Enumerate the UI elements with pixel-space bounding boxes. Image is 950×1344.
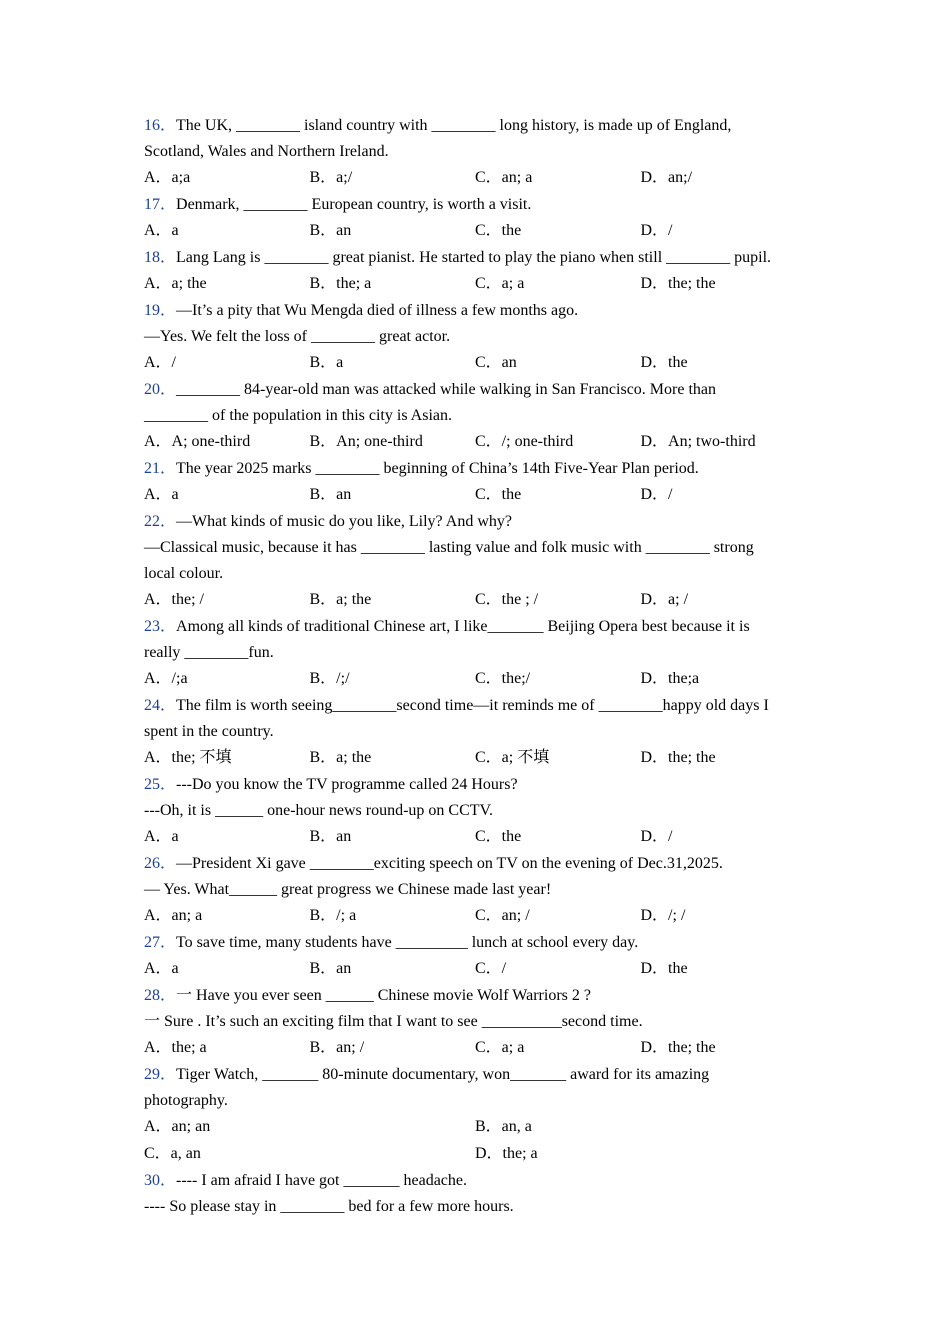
question-text: —Yes. We felt the loss of ________ great actor. [144, 328, 451, 345]
answer-option: D．the [640, 960, 688, 977]
question-text: really ________fun. [144, 644, 274, 661]
options-row [144, 271, 804, 297]
worksheet [144, 113, 804, 1220]
question-line [144, 192, 804, 218]
question-number: 18． [144, 249, 177, 266]
options-row [144, 482, 804, 508]
answer-option: C．a; 不填 [475, 749, 550, 766]
answer-option: B．an [309, 828, 352, 845]
question-line [144, 509, 804, 535]
answer-option: D．/ [640, 222, 673, 239]
question-number: 25． [144, 776, 177, 793]
question-line [144, 640, 804, 666]
answer-option: B．an, a [475, 1118, 532, 1135]
options-row [144, 350, 804, 376]
question-number: 16． [144, 117, 177, 134]
question-text: 一 Sure . It’s such an exciting film that I want to see __________second time. [144, 1013, 643, 1030]
answer-option: B．an [309, 960, 352, 977]
answer-option: C．the ; / [475, 591, 539, 608]
question-text: The UK, ________ island country with ________ long history, is made up of England, [176, 117, 732, 134]
question-line [144, 535, 804, 561]
answer-option: D．an;/ [640, 169, 693, 186]
answer-option: C．the [475, 828, 522, 845]
question-line [144, 983, 804, 1009]
answer-option: D．a; / [640, 591, 689, 608]
question-line [144, 1088, 804, 1114]
question-text: —It’s a pity that Wu Mengda died of illness a few months ago. [176, 302, 579, 319]
question-line [144, 614, 804, 640]
answer-option: A．/ [144, 354, 177, 371]
answer-option: C．/ [475, 960, 507, 977]
question-number: 28． [144, 987, 177, 1004]
options-row [144, 1035, 804, 1061]
question-line [144, 798, 804, 824]
question-line [144, 772, 804, 798]
options-row [144, 587, 804, 613]
question-number: 24． [144, 697, 177, 714]
question-line [144, 1009, 804, 1035]
question-text: 一 Have you ever seen ______ Chinese movie Wolf Warriors 2 ? [176, 987, 591, 1004]
question-text: —President Xi gave ________exciting speech on TV on the evening of Dec.31,2025. [176, 855, 723, 872]
answer-option: D．the; the [640, 749, 716, 766]
answer-option: B．an [309, 486, 352, 503]
question-line [144, 324, 804, 350]
question-number: 30． [144, 1172, 177, 1189]
answer-option: A．the; a [144, 1039, 207, 1056]
question-line [144, 456, 804, 482]
question-text: Denmark, ________ European country, is worth a visit. [176, 196, 532, 213]
question-text: The year 2025 marks ________ beginning of China’s 14th Five-Year Plan period. [176, 460, 699, 477]
question-line [144, 113, 804, 139]
answer-option: C．a; a [475, 1039, 525, 1056]
options-row [144, 903, 804, 929]
question-number: 20． [144, 381, 177, 398]
question-number: 27． [144, 934, 177, 951]
answer-option: B．/; a [309, 907, 357, 924]
question-line [144, 719, 804, 745]
answer-option: A．/;a [144, 670, 188, 687]
question-text: The film is worth seeing________second time—it reminds me of ________happy old days I [176, 697, 769, 714]
question-text: photography. [144, 1092, 228, 1109]
question-line [144, 139, 804, 165]
answer-option: C．a; a [475, 275, 525, 292]
answer-option: D．the;a [640, 670, 700, 687]
question-text: local colour. [144, 565, 224, 582]
question-text: Among all kinds of traditional Chinese art, I like_______ Beijing Opera best because it is [176, 618, 750, 635]
options-row [144, 745, 804, 771]
answer-option: C．an; a [475, 169, 533, 186]
answer-option: D．/ [640, 828, 673, 845]
answer-option: A．a [144, 828, 179, 845]
answer-option: C．the;/ [475, 670, 531, 687]
question-line [144, 1194, 804, 1220]
question-text: Scotland, Wales and Northern Ireland. [144, 143, 389, 160]
answer-option: B．a; the [309, 749, 372, 766]
question-text: ---Do you know the TV programme called 24 Hours? [176, 776, 518, 793]
question-text: —Classical music, because it has ________ lasting value and folk music with ________ strong [144, 539, 754, 556]
answer-option: B．an [309, 222, 352, 239]
answer-option: A．a [144, 222, 179, 239]
question-line [144, 377, 804, 403]
answer-option: B．a;/ [309, 169, 353, 186]
answer-option: C．/; one-third [475, 433, 574, 450]
answer-option: D．the; the [640, 1039, 716, 1056]
question-text: Tiger Watch, _______ 80-minute documentary, won_______ award for its amazing [176, 1066, 710, 1083]
options-row [144, 1114, 804, 1140]
options-row [144, 824, 804, 850]
answer-option: A．an; a [144, 907, 203, 924]
question-line [144, 851, 804, 877]
answer-option: A．a [144, 960, 179, 977]
question-text: Lang Lang is ________ great pianist. He started to play the piano when still ________ pupil. [176, 249, 772, 266]
question-text: ---Oh, it is ______ one-hour news round-up on CCTV. [144, 802, 494, 819]
question-line [144, 298, 804, 324]
options-row [144, 429, 804, 455]
answer-option: C．an; / [475, 907, 530, 924]
answer-option: B．/;/ [309, 670, 350, 687]
options-row [144, 666, 804, 692]
options-row [144, 1141, 804, 1167]
question-text: To save time, many students have _________ lunch at school every day. [176, 934, 639, 951]
answer-option: A．a;a [144, 169, 191, 186]
question-number: 17． [144, 196, 177, 213]
answer-option: D．/; / [640, 907, 686, 924]
question-number: 21． [144, 460, 177, 477]
options-row [144, 956, 804, 982]
question-line [144, 561, 804, 587]
answer-option: A．A; one-third [144, 433, 251, 450]
answer-option: A．an; an [144, 1118, 211, 1135]
answer-option: A．a; the [144, 275, 207, 292]
answer-option: D．/ [640, 486, 673, 503]
options-row [144, 165, 804, 191]
question-number: 29． [144, 1066, 177, 1083]
question-text: ________ of the population in this city is Asian. [144, 407, 452, 424]
question-line [144, 877, 804, 903]
question-text: ---- I am afraid I have got _______ headache. [176, 1172, 467, 1189]
question-text: — Yes. What______ great progress we Chinese made last year! [144, 881, 552, 898]
answer-option: B．a [309, 354, 344, 371]
answer-option: C．a, an [144, 1145, 201, 1162]
question-line [144, 403, 804, 429]
answer-option: C．the [475, 486, 522, 503]
answer-option: B．an; / [309, 1039, 365, 1056]
question-line [144, 693, 804, 719]
question-text: spent in the country. [144, 723, 274, 740]
answer-option: B．An; one-third [309, 433, 423, 450]
answer-option: B．the; a [309, 275, 372, 292]
answer-option: C．an [475, 354, 517, 371]
question-number: 19． [144, 302, 177, 319]
answer-option: D．An; two-third [640, 433, 756, 450]
answer-option: D．the; the [640, 275, 716, 292]
question-text: ________ 84-year-old man was attacked while walking in San Francisco. More than [176, 381, 716, 398]
question-number: 22． [144, 513, 177, 530]
question-text: ---- So please stay in ________ bed for a few more hours. [144, 1198, 514, 1215]
options-row [144, 218, 804, 244]
answer-option: D．the [640, 354, 688, 371]
question-number: 26． [144, 855, 177, 872]
answer-option: A．a [144, 486, 179, 503]
question-text: —What kinds of music do you like, Lily? And why? [176, 513, 512, 530]
answer-option: B．a; the [309, 591, 372, 608]
question-line [144, 1062, 804, 1088]
question-line [144, 930, 804, 956]
question-line [144, 245, 804, 271]
answer-option: D．the; a [475, 1145, 538, 1162]
answer-option: A．the; 不填 [144, 749, 232, 766]
question-number: 23． [144, 618, 177, 635]
question-line [144, 1168, 804, 1194]
answer-option: C．the [475, 222, 522, 239]
answer-option: A．the; / [144, 591, 204, 608]
